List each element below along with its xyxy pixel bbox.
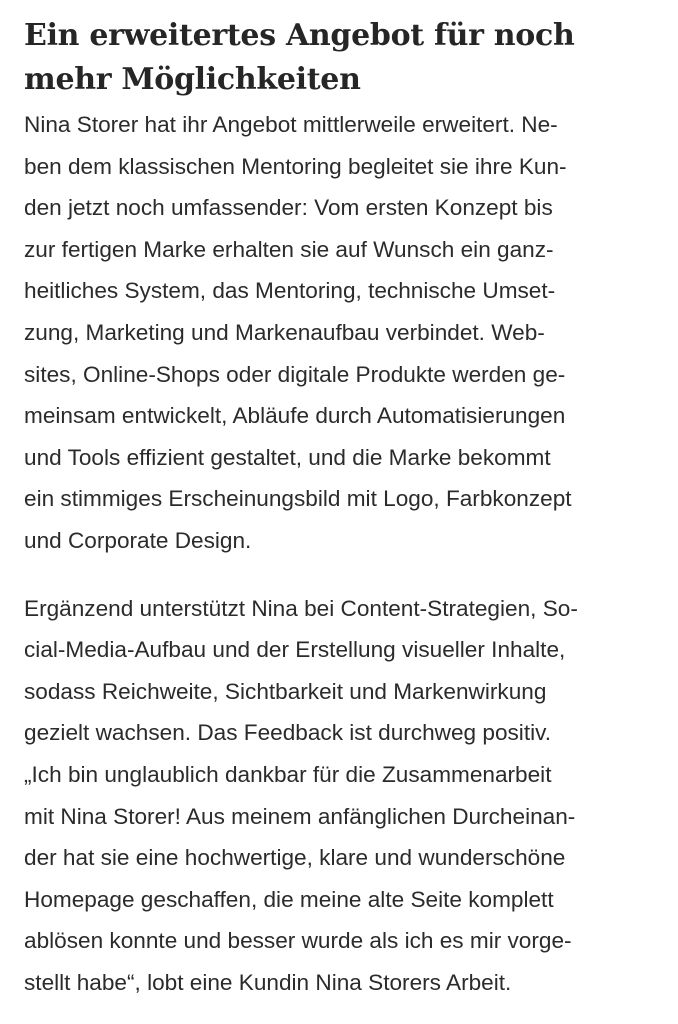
paragraph-line: Ergänzend unterstützt Nina bei Content-Strategien, So- [24,595,578,621]
paragraph-line: ben dem klassischen Mentoring begleitet sie ihre Kun- [24,153,567,179]
paragraph-line: den jetzt noch umfassender: Vom ersten Konzept bis [24,195,553,221]
paragraph-line: und Corporate Design. [24,527,252,553]
paragraph-line: und Tools effizient gestaltet, und die Marke bekommt [24,444,551,470]
paragraph-line: stellt habe“, lobt eine Kundin Nina Storers Arbeit. [24,969,512,995]
paragraph-line: Homepage geschaffen, die meine alte Seite komplett [24,886,554,912]
paragraph-line: heitliches System, das Mentoring, technische Umset- [24,278,556,304]
paragraph-line: sodass Reichweite, Sichtbarkeit und Markenwirkung [24,678,547,704]
paragraph-line: ablösen konnte und besser wurde als ich es mir vorge- [24,928,572,954]
paragraph-line: gezielt wachsen. Das Feedback ist durchweg positiv. [24,720,552,746]
paragraph-offer [24,104,646,562]
paragraph-line: ein stimmiges Erscheinungsbild mit Logo, Farbkonzept [24,486,572,512]
paragraph-line: cial-Media-Aufbau und der Erstellung visueller Inhalte, [24,637,566,663]
paragraph-line: sites, Online-Shops oder digitale Produkte werden ge- [24,361,566,387]
paragraph-line: zur fertigen Marke erhalten sie auf Wunsch ein ganz- [24,236,554,262]
paragraph-line: „Ich bin unglaublich dankbar für die Zusammenarbeit [24,761,552,787]
paragraph-feedback [24,588,646,1004]
paragraph-line: meinsam entwickelt, Abläufe durch Automatisierungen [24,403,566,429]
heading-line: Ein erweitertes Angebot für noch [24,18,575,53]
paragraph-line: zung, Marketing und Markenaufbau verbindet. Web- [24,319,545,345]
paragraph-line: der hat sie eine hochwertige, klare und wunderschöne [24,845,566,871]
paragraph-line: Nina Storer hat ihr Angebot mittlerweile erweitert. Ne- [24,112,558,137]
paragraph-line: mit Nina Storer! Aus meinem anfänglichen Durcheinan- [24,803,576,829]
heading-line: mehr Möglichkeiten [24,62,361,97]
article-heading [24,14,646,102]
